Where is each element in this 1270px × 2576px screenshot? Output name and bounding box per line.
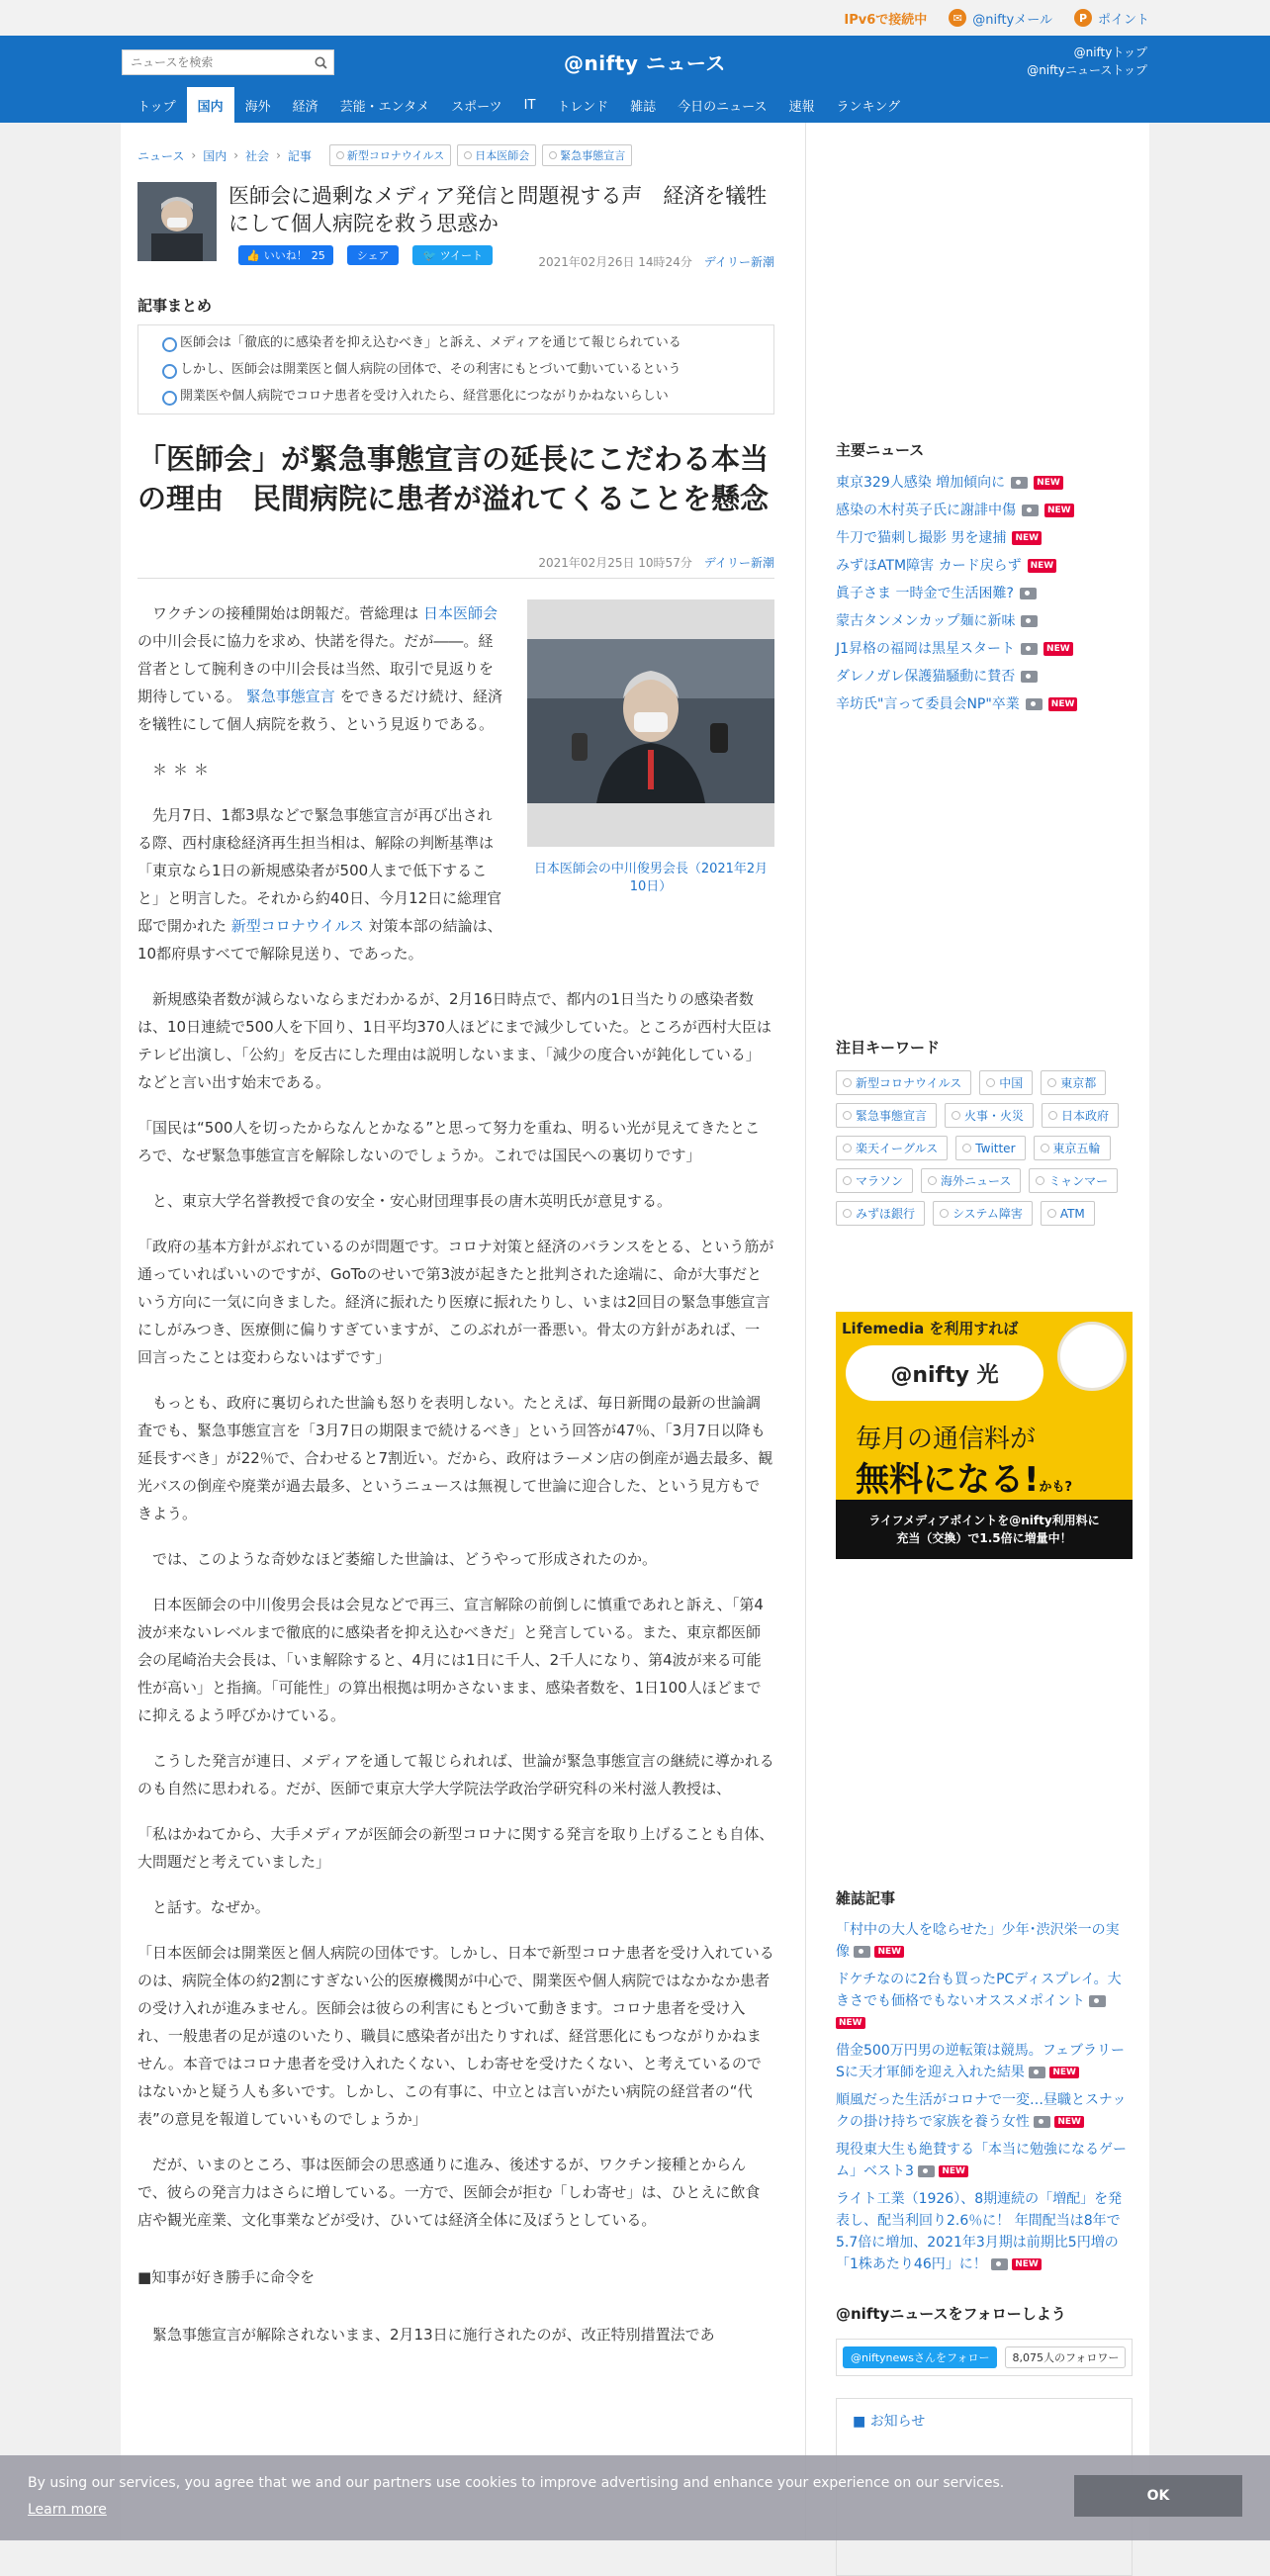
new-badge: NEW bbox=[1049, 2067, 1079, 2078]
magazine-title: 雑誌記事 bbox=[836, 1889, 896, 1907]
magazine-item[interactable] bbox=[836, 2089, 1133, 2133]
nifty-news-top-link[interactable]: @niftyニューストップ bbox=[1027, 63, 1147, 77]
main-news-link[interactable]: 蒙古タンメンカップ麺に新味 bbox=[836, 613, 1016, 629]
article-body bbox=[137, 599, 774, 2366]
nav-it[interactable]: IT bbox=[523, 97, 536, 113]
search-input[interactable] bbox=[123, 50, 308, 74]
subheading: ■知事が好き勝手に命令を bbox=[137, 2268, 316, 2286]
tag-dot-icon bbox=[843, 1144, 852, 1152]
keyword-label: マラソン bbox=[856, 1174, 904, 1188]
new-badge: NEW bbox=[1043, 642, 1073, 656]
ad-foot-line: 充当（交換）で1.5倍に増量中！ bbox=[896, 1531, 1072, 1545]
tag-label: 日本医師会 bbox=[475, 149, 530, 162]
keyword-tag[interactable] bbox=[955, 1136, 1025, 1160]
text: ワクチンの接種開始は朗報だ。菅総理は bbox=[152, 604, 424, 622]
keyword-label: 火事・火災 bbox=[964, 1109, 1025, 1123]
like-count: 25 bbox=[311, 248, 325, 262]
magazine-item[interactable] bbox=[836, 2188, 1133, 2275]
magazine-item[interactable] bbox=[836, 2139, 1133, 2182]
paragraph: と、東京大学名誉教授で食の安全・安心財団理事長の唐木英明氏が意見する。 bbox=[152, 1192, 673, 1210]
headline-title[interactable]: 医師会に過剰なメディア発信と問題視する声 経済を犠牲にして個人病院を救う思惑か bbox=[228, 184, 768, 235]
main-news-link[interactable]: 眞子さま 一時金で生活困難? bbox=[836, 586, 1014, 601]
main-news-list bbox=[836, 469, 1133, 718]
tag-dot-icon bbox=[986, 1078, 995, 1087]
keyword-tag[interactable] bbox=[836, 1168, 913, 1193]
text: 先月7日、1都3県などで緊急事態宣言が再び出される際、西村康稔経済再生担当相は、解除の判断基準は「東京なら1日の新規感染者が500人まで低下すること」と明言した。それから約40日、今月12日に総理官邸で開かれた bbox=[137, 806, 502, 935]
nifty-mail-label: @niftyメール bbox=[972, 12, 1052, 28]
new-badge: NEW bbox=[1044, 504, 1074, 517]
point-icon: P bbox=[1074, 9, 1092, 27]
paragraph: と話す。なぜか。 bbox=[152, 1898, 270, 1916]
magazine-link[interactable]: ドケチなのに2台も買ったPCディスプレイ。大きさでも価格でもないオススメポイント bbox=[836, 1972, 1122, 2009]
new-badge: NEW bbox=[874, 1946, 904, 1958]
headline-source[interactable]: デイリー新潮 bbox=[703, 255, 774, 269]
main-news-link[interactable]: 牛刀で猫刺し撮影 男を逮捕 bbox=[836, 530, 1007, 546]
main-news-item[interactable] bbox=[836, 607, 1133, 635]
facebook-share-button[interactable]: シェア bbox=[347, 245, 400, 265]
breadcrumb-separator: › bbox=[191, 148, 197, 162]
paragraph: こうした発言が連日、メディアを通して報じられれば、世論が緊急事態宣言の継続に導かれるのも自然に思われる。だが、医師で東京大学大学院法学政治学研究科の米村滋人教授は、 bbox=[137, 1752, 774, 1797]
keyword-tag[interactable] bbox=[1041, 1070, 1106, 1095]
main-news-link[interactable]: 感染の木村英子氏に謝誹中傷 bbox=[836, 503, 1016, 518]
keyword-label: ATM bbox=[1059, 1206, 1085, 1221]
twitter-bird-icon: 🐦 bbox=[422, 249, 440, 262]
ad-line1: 毎月の通信料が bbox=[856, 1425, 1037, 1454]
tag-jma[interactable] bbox=[457, 144, 536, 166]
article-source[interactable]: デイリー新潮 bbox=[703, 556, 774, 570]
cookie-consent-bar bbox=[0, 2455, 1270, 2540]
keyword-tag[interactable] bbox=[945, 1103, 1034, 1128]
new-badge: NEW bbox=[939, 2165, 968, 2177]
cookie-learn-more-link[interactable]: Learn more bbox=[28, 2502, 107, 2518]
tag-dot-icon bbox=[1048, 1111, 1057, 1120]
keyword-label: 海外ニュース bbox=[941, 1174, 1012, 1188]
keyword-tag[interactable] bbox=[1029, 1168, 1118, 1193]
camera-icon bbox=[1034, 2116, 1050, 2128]
top-utility-bar bbox=[0, 0, 1270, 36]
nav-today[interactable]: 今日のニュース bbox=[678, 99, 768, 115]
figure-caption: 日本医師会の中川俊男会長（2021年2月10日） bbox=[533, 862, 769, 894]
ad-banner[interactable] bbox=[836, 1312, 1133, 1559]
camera-icon bbox=[918, 2165, 935, 2177]
tag-dot-icon bbox=[1036, 1176, 1044, 1185]
nifty-top-link[interactable]: @niftyトップ bbox=[1073, 46, 1147, 59]
new-badge: NEW bbox=[1012, 2258, 1042, 2270]
main-news-item[interactable] bbox=[836, 469, 1133, 497]
headline-meta bbox=[538, 253, 774, 270]
text: の中川会長に協力を求め、快諾を得た。だが――。経営者として腕利きの中川会長は当然、取引で見返りを期待している。 bbox=[137, 632, 495, 705]
keyword-list bbox=[836, 1070, 1133, 1226]
camera-icon bbox=[1026, 698, 1043, 710]
keyword-label: 東京都 bbox=[1060, 1076, 1097, 1090]
paragraph bbox=[137, 801, 505, 967]
tag-dot-icon bbox=[843, 1111, 852, 1120]
notice-label: お知らせ bbox=[869, 2414, 926, 2430]
new-badge: NEW bbox=[1012, 531, 1042, 545]
main-news-link[interactable]: J1昇格の福岡は黒星スタート bbox=[836, 641, 1016, 657]
new-badge: NEW bbox=[1028, 559, 1057, 573]
camera-icon bbox=[1021, 671, 1038, 683]
keyword-tag[interactable] bbox=[1042, 1103, 1119, 1128]
nav-sports[interactable]: スポーツ bbox=[451, 99, 502, 115]
tag-dot-icon bbox=[940, 1209, 949, 1218]
magazine-link[interactable]: ライト工業（1926）、8期連続の「増配」を発表し、配当利回り2.6％に！ 年間配当は8年で5.7倍に増加、2021年3月期は前期比5円増の「1株あたり46円」に！ bbox=[836, 2191, 1123, 2272]
magazine-link[interactable]: 「村中の大人を唸らせた」少年･渋沢栄一の実像 bbox=[836, 1922, 1120, 1960]
tweet-label: ツイート bbox=[439, 249, 484, 262]
magazine-link[interactable]: 現役東大生も絶賛する「本当に勉強になるゲーム」ベスト3 bbox=[836, 2142, 1127, 2179]
nav-entertainment[interactable]: 芸能・エンタメ bbox=[339, 99, 430, 115]
nav-breaking[interactable]: 速報 bbox=[788, 99, 815, 115]
keyword-tag[interactable] bbox=[836, 1201, 925, 1226]
facebook-like-button[interactable] bbox=[238, 245, 333, 265]
breadcrumb-separator: › bbox=[233, 148, 239, 162]
keyword-tag[interactable] bbox=[921, 1168, 1021, 1193]
follow-title: @niftyニュースをフォローしよう bbox=[836, 2305, 1066, 2323]
summary-item: 医師会は「徹底的に感染者を抑え込むべき」と訴え、メディアを通じて報じられている bbox=[180, 329, 773, 356]
sheep-mascot-icon bbox=[1057, 1322, 1127, 1391]
paragraph: だが、いまのところ、事は医師会の思惑通りに進み、後述するが、ワクチン接種とからんで、彼らの発言力はさらに増している。一方で、医師会が拒む「しわ寄せ」は、ひとえに飲食店や観光産業、文化事業などが受け、ひいては経済全体に及ぼうとしている。 bbox=[137, 2156, 761, 2229]
camera-icon bbox=[854, 1946, 870, 1958]
keyword-label: システム障害 bbox=[952, 1207, 1023, 1221]
new-badge: NEW bbox=[1034, 476, 1063, 490]
tag-dot-icon bbox=[952, 1111, 960, 1120]
summary-list bbox=[137, 324, 774, 414]
tag-dot-icon bbox=[962, 1144, 971, 1152]
point-link[interactable] bbox=[1074, 9, 1149, 28]
search-box bbox=[122, 49, 334, 75]
quote-paragraph: 「政府の基本方針がぶれているのが問題です。コロナ対策と経済のバランスをとる、という筋が通っていればいいのですが、GoToのせいで第3波が起きたと批判された途端に、命が大事だという方向に一気に向きました。経済に振れたり医療に振れたりし、いまは2回目の緊急事態宣言にしがみつき、医療側に偏りすぎていますが、このぶれが一番悪い。骨太の方針があれば、一回言ったことは変わらないはずです」 bbox=[137, 1238, 774, 1366]
tag-label: 緊急事態宣言 bbox=[560, 149, 626, 162]
quote-paragraph: 「国民は“500人を切ったからなんとかなる”と思って努力を重ね、明るい光が見えてきたところで、なぜ緊急事態宣言を解除しないのでしょうか。これでは国民への裏切りです」 bbox=[137, 1119, 761, 1164]
camera-icon bbox=[1029, 2067, 1045, 2078]
cookie-ok-button[interactable]: OK bbox=[1074, 2475, 1242, 2517]
main-news-item[interactable] bbox=[836, 663, 1133, 690]
tag-label: 新型コロナウイルス bbox=[346, 149, 445, 162]
twitter-follow-box bbox=[836, 2339, 1133, 2376]
ad-line2-small: かも? bbox=[1039, 1480, 1073, 1495]
breadcrumb bbox=[137, 144, 632, 166]
nifty-mail-link[interactable] bbox=[949, 9, 1052, 28]
twitter-follow-button[interactable]: @niftynewsさんをフォロー bbox=[843, 2346, 997, 2368]
quote-paragraph: 「日本医師会は開業医と個人病院の団体です。しかし、日本で新型コロナ患者を受け入れているのは、病院全体の約2割にすぎない公的医療機関が中心で、開業医や個人病院ではなかなか患者の受け入れが進みません。医師会は彼らの利害にもとづいて動きます。コロナ患者を受け入れ、一般患者の足が遠のいたり、職員に感染者が出たりすれば、経営悪化にもつながりかねません。本音ではコロナ患者を受け入れたくない、しわ寄せを受けたくない、と考えているのではないかと疑う人も多いです。しかし、この有事に、中立とは言いがたい病院の経営者の“代表”の意見を報道していいものでしょうか」 bbox=[137, 1944, 774, 2128]
main-news-item[interactable] bbox=[836, 690, 1133, 718]
tag-dot-icon bbox=[1041, 1144, 1049, 1152]
main-news-link[interactable]: 東京329人感染 増加傾向に bbox=[836, 475, 1006, 491]
tag-dot-icon bbox=[336, 151, 344, 159]
paragraph: 新規感染者数が減らないならまだわかるが、2月16日時点で、都内の1日当たりの感染者数は、10日連続で500人を下回り、1日平均370人ほどにまで減少していた。ところが西村大臣はテレビ出演し、「公約」を反古にした理由は説明しないまま、「減少の度合いが鈍化している」などと言い出す始末である。 bbox=[137, 990, 771, 1091]
mail-icon: ✉ bbox=[949, 9, 966, 27]
breadcrumb-domestic[interactable]: 国内 bbox=[203, 148, 227, 163]
paragraph: では、このような奇妙なほど萎縮した世論は、どうやって形成されたのか。 bbox=[152, 1550, 658, 1568]
tag-covid[interactable] bbox=[329, 144, 451, 166]
tag-dot-icon bbox=[1047, 1209, 1056, 1218]
summary-title: 記事まとめ bbox=[137, 297, 213, 315]
page-content bbox=[121, 123, 1149, 2540]
text: をできるだけ続け、経済を犠牲にして個人病院を救う、という見返りである。 bbox=[137, 688, 502, 733]
point-label: ポイント bbox=[1097, 12, 1149, 28]
keyword-tag[interactable] bbox=[836, 1103, 937, 1128]
keyword-label: 日本政府 bbox=[1061, 1109, 1110, 1123]
column-divider bbox=[805, 123, 806, 2540]
keyword-tag[interactable] bbox=[1041, 1201, 1095, 1226]
search-icon[interactable] bbox=[308, 50, 333, 74]
nav-magazine[interactable]: 雑誌 bbox=[630, 99, 657, 115]
camera-icon bbox=[1020, 588, 1037, 599]
keyword-label: 新型コロナウイルス bbox=[856, 1076, 962, 1090]
nav-trend[interactable]: トレンド bbox=[557, 99, 609, 115]
nav-economy[interactable]: 経済 bbox=[292, 99, 318, 115]
headline-thumbnail[interactable] bbox=[137, 182, 217, 261]
nav-top[interactable]: トップ bbox=[137, 99, 176, 115]
bullet-icon: ■ bbox=[853, 2414, 870, 2430]
keyword-tag[interactable] bbox=[1034, 1136, 1111, 1160]
main-news-item[interactable] bbox=[836, 497, 1133, 524]
breadcrumb-separator: › bbox=[276, 148, 281, 162]
keyword-link-emergency[interactable]: 緊急事態宣言 bbox=[245, 688, 335, 705]
new-badge: NEW bbox=[1054, 2116, 1084, 2128]
thumbs-up-icon: 👍 bbox=[246, 248, 260, 262]
divider bbox=[137, 578, 774, 579]
header-links bbox=[1027, 44, 1147, 79]
main-news-item[interactable] bbox=[836, 580, 1133, 607]
tag-dot-icon bbox=[843, 1078, 852, 1087]
keyword-label: Twitter bbox=[975, 1141, 1016, 1155]
main-news-title: 主要ニュース bbox=[836, 441, 925, 459]
keyword-label: みずほ銀行 bbox=[856, 1207, 916, 1221]
main-news-item[interactable] bbox=[836, 524, 1133, 552]
new-badge: NEW bbox=[836, 2017, 865, 2029]
summary-item: しかし、医師会は開業医と個人病院の団体で、その利害にもとづいて動いているという bbox=[180, 356, 773, 383]
keyword-link-jma[interactable]: 日本医師会 bbox=[423, 604, 499, 622]
main-news-item[interactable] bbox=[836, 635, 1133, 663]
ipv6-status: IPv6で接続中 bbox=[844, 12, 928, 28]
tag-emergency[interactable] bbox=[542, 144, 632, 166]
magazine-item[interactable] bbox=[836, 1919, 1133, 1963]
camera-icon bbox=[1021, 615, 1038, 627]
breadcrumb-news[interactable]: ニュース bbox=[137, 148, 185, 163]
keyword-tag[interactable] bbox=[836, 1136, 948, 1160]
paragraph: 日本医師会の中川俊男会長は会見などで再三、宣言解除の前倒しに慎重であれと訴え、「第4波が来ないレベルまで徹底的に感染者を抑え込むべきだ」と発言している。また、東京都医師会の尾崎治夫会長は、「いま解除すると、4月には1日に千人、2千人になり、第4波が来る可能性が高い」と指摘。「可能性」の算出根拠は明かさないまま、感染者数を、1日100人ほどまでに抑えるよう呼びかけている。 bbox=[137, 1596, 764, 1724]
tag-dot-icon bbox=[1047, 1078, 1056, 1087]
main-news-item[interactable] bbox=[836, 552, 1133, 580]
camera-icon bbox=[1021, 643, 1038, 655]
main-news-link[interactable]: ダレノガレ保護猫騒動に賛否 bbox=[836, 669, 1016, 685]
social-actions bbox=[238, 245, 493, 265]
camera-icon bbox=[991, 2258, 1008, 2270]
main-news-link[interactable]: みずほATM障害 カード戻らず bbox=[836, 558, 1022, 574]
ad-brand: @nifty 光 bbox=[846, 1345, 1043, 1401]
new-badge: NEW bbox=[1048, 697, 1078, 711]
tag-dot-icon bbox=[843, 1176, 852, 1185]
camera-icon bbox=[1011, 477, 1028, 489]
camera-icon bbox=[1089, 1995, 1106, 2007]
like-label: いいね！ bbox=[263, 249, 308, 262]
keyword-label: 中国 bbox=[999, 1076, 1024, 1090]
nav-domestic[interactable]: 国内 bbox=[187, 87, 234, 123]
follower-count: 8,075人のフォロワー bbox=[1005, 2346, 1126, 2368]
tag-dot-icon bbox=[464, 151, 472, 159]
ad-lifemedia-text: Lifemedia を利用すれば bbox=[842, 1320, 1019, 1337]
breadcrumb-society[interactable]: 社会 bbox=[245, 148, 270, 163]
paragraph bbox=[137, 599, 505, 738]
notice-link[interactable] bbox=[853, 2414, 925, 2430]
magazine-link[interactable]: 借金500万円男の逆転策は競馬。フェブラリーSに天才軍師を迎え入れた結果 bbox=[836, 2043, 1126, 2080]
article-date: 2021年02月25日 10時57分 bbox=[538, 556, 692, 570]
ad-line2 bbox=[856, 1452, 1072, 1501]
article-meta bbox=[538, 554, 774, 571]
magazine-list bbox=[836, 1919, 1133, 2281]
ad-footer bbox=[836, 1500, 1133, 1559]
keyword-link-covid[interactable]: 新型コロナウイルス bbox=[230, 917, 364, 935]
global-nav bbox=[127, 87, 911, 123]
summary-item: 開業医や個人病院でコロナ患者を受け入れたら、経営悪化につながりかねないらしい bbox=[180, 383, 773, 410]
keywords-title: 注目キーワード bbox=[836, 1039, 941, 1057]
keyword-label: 東京五輪 bbox=[1052, 1142, 1101, 1155]
main-news-link[interactable]: 辛坊氏"言って委員会NP"卒業 bbox=[836, 696, 1020, 712]
magazine-item[interactable] bbox=[836, 1969, 1133, 2034]
tag-dot-icon bbox=[549, 151, 557, 159]
camera-icon bbox=[1022, 505, 1039, 516]
nav-overseas[interactable]: 海外 bbox=[244, 99, 271, 115]
site-logo[interactable]: @nifty ニュース bbox=[564, 51, 726, 75]
keyword-label: 緊急事態宣言 bbox=[856, 1109, 928, 1123]
keyword-tag[interactable] bbox=[836, 1070, 971, 1095]
cookie-text: By using our services, you agree that we and our partners use cookies to improve advertising and enhance your experience on our services. bbox=[28, 2475, 1005, 2491]
keyword-tag[interactable] bbox=[979, 1070, 1033, 1095]
site-header bbox=[0, 36, 1270, 123]
tweet-button[interactable] bbox=[412, 245, 493, 265]
magazine-item[interactable] bbox=[836, 2040, 1133, 2083]
section-break: ＊＊＊ bbox=[152, 761, 216, 779]
tag-dot-icon bbox=[928, 1176, 937, 1185]
text: 対策本部の結論は、10都府県すべてで解除見送り、であった。 bbox=[137, 917, 502, 963]
magazine-link[interactable]: 順風だった生活がコロナで一変…昼職とスナックの掛け持ちで家族を養う女性 bbox=[836, 2092, 1127, 2130]
article-title: 「医師会」が緊急事態宣言の延長にこだわる本当の理由 民間病院に患者が溢れてくることを懸念 bbox=[137, 442, 770, 515]
keyword-tag[interactable] bbox=[933, 1201, 1033, 1226]
headline-date: 2021年02月26日 14時24分 bbox=[538, 255, 692, 269]
paragraph: もっとも、政府に裏切られた世論も怒りを表明しない。たとえば、毎日新聞の最新の世論調査でも、緊急事態宣言を「3月7日の期限まで続けるべき」という回答が47％、「3月7日以降も延長すべき」が22％で、合わせると7割近い。だから、政府はラーメン店の倒産が過去最多、観光バスの倒産や廃業が過去最多、というニュースは無視して世論に迎合した、という見方もできよう。 bbox=[137, 1394, 773, 1522]
tag-dot-icon bbox=[843, 1209, 852, 1218]
keyword-label: 楽天イーグルス bbox=[856, 1142, 939, 1155]
breadcrumb-article[interactable]: 記事 bbox=[287, 148, 312, 163]
nav-ranking[interactable]: ランキング bbox=[836, 99, 901, 115]
quote-paragraph: 「私はかねてから、大手メディアが医師会の新型コロナに関する発言を取り上げることも自体、大問題だと考えていました」 bbox=[137, 1825, 774, 1871]
ad-line2-main: 無料になる! bbox=[856, 1460, 1040, 1500]
paragraph: 緊急事態宣言が解除されないまま、2月13日に施行されたのが、改正特別措置法であ bbox=[152, 2326, 715, 2344]
ad-foot-line: ライフメディアポイントを@nifty利用料に bbox=[868, 1514, 1100, 1527]
keyword-label: ミャンマー bbox=[1048, 1174, 1109, 1188]
